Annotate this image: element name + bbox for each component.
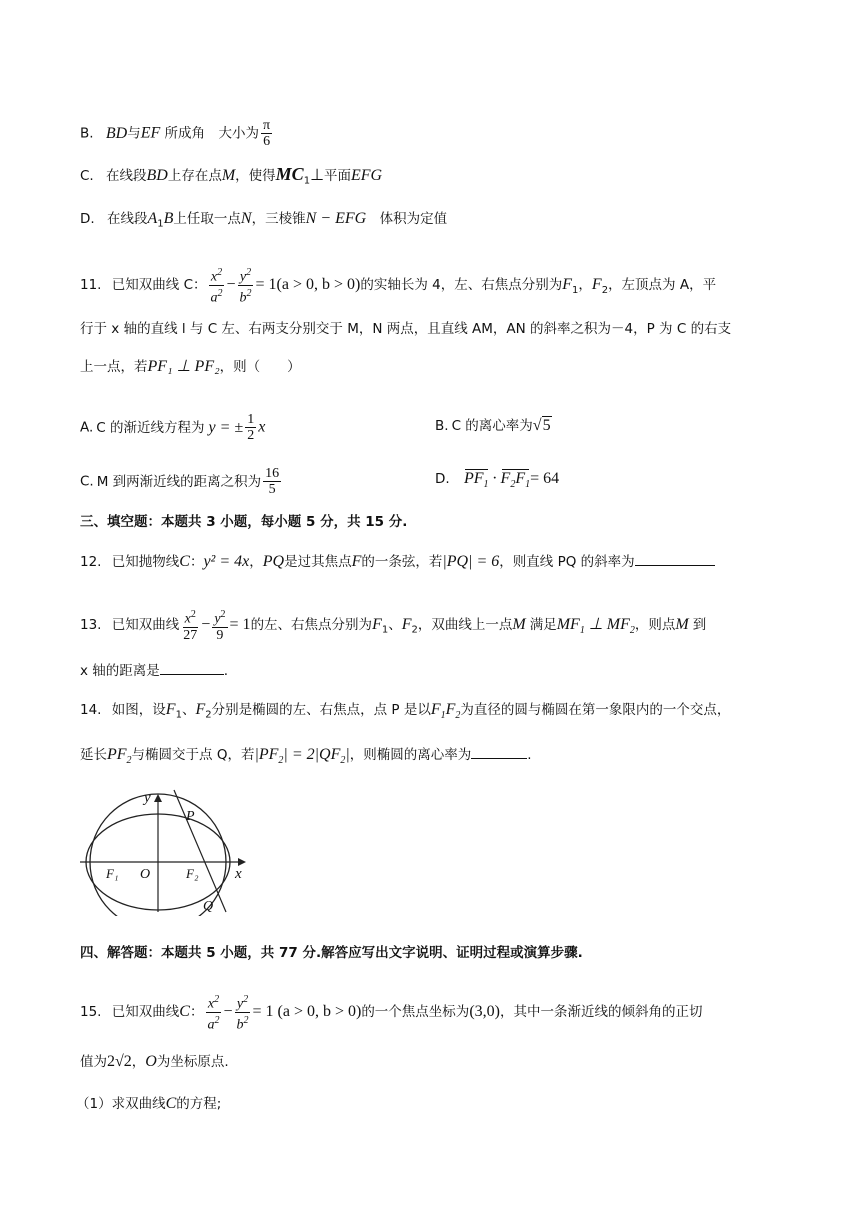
q11-option-d: D. $PF_1 \cdot F_2F_1= 64$ [435,470,560,491]
q12: 12. 已知抛物线C：y² = 4x，PQ是过其焦点F的一条弦，若|PQ| = 6，则直线 PQ 的斜率为 [80,551,715,572]
label-x: x [235,866,242,882]
q11-option-b: B. C 的离心率为√5 [435,417,551,434]
answer-blank[interactable] [635,551,715,566]
answer-blank[interactable] [471,744,527,759]
fraction: $\frac{\pi}{6}$ [263,118,271,149]
label-p: P [186,809,195,824]
label-f2: F₂ [186,866,199,881]
q11-stem-line2: 行于 x 轴的直线 l 与 C 左、右两支分别交于 M，N 两点，且直线 AM，AN 的斜率之积为－4，P 为 C 的右支 [80,321,732,337]
section-4-heading: 四、解答题：本题共 5 小题，共 77 分.解答应写出文字说明、证明过程或演算步骤. [80,945,583,961]
q11-option-a: A. C 的渐近线方程为 y = ± $\frac{1}{2}$ x [80,412,266,443]
q14-line2: 延长$PF_2$与椭圆交于点 Q，若$|PF_2| = 2|QF_2|$，则椭圆的离心率为 . [80,746,532,767]
q10-option-d: D. 在线段$A_1B$上任取一点N，三棱锥N − EFG 体积为定值 [80,210,448,230]
q13-line1: 13. 已知双曲线 $\frac{x^2}{27}$ − $\frac{y^2}{9}$ = 1的左、右焦点分别为$F_1$、$F_2$，双曲线上一点M 满足$MF_1$ ⊥ $MF_2$，则点M 到 [80,609,707,643]
q10-option-c: C. 在线段BD上存在点M，使得$MC_1\perp$平面EFG [80,164,383,187]
q11-stem-line3: 上一点，若PF₁ ⊥ PF₂，则（ ） [80,358,301,375]
ellipse-circle-figure [76,788,252,916]
label-o: O [140,867,151,882]
q15-line2: 值为2√2，O为坐标原点. [80,1053,229,1070]
q11-option-c: C. M 到两渐近线的距离之积为 $\frac{16}{5}$ [80,466,280,497]
q10-option-b: B. BD与EF 所成角 大小为 $\frac{\pi}{6}$ [80,118,271,149]
q14-line1: 14. 如图，设$F_1$、$F_2$分别是椭圆的左、右焦点，点 P 是以$F_1F_2$为直径的圆与椭圆在第一象限内的一个交点， [80,701,731,722]
label-y: y [144,790,151,806]
label-f1: F₁ [106,866,119,881]
q15-sub1: （1）求双曲线C的方程; [76,1095,222,1112]
q13-line2: x 轴的距离是 . [80,660,228,681]
q11-stem-line1: 11. 已知双曲线 C： $\frac{x^2}{a^2}$ − $\frac{y^2}{b^2}$ = 1(a > 0, b > 0)的实轴长为 4，左、右焦点分别为$F_1$，$F_2$，左顶点为 A，平 [80,267,717,306]
answer-blank[interactable] [160,660,224,675]
label-q: Q [203,899,214,914]
section-3-heading: 三、填空题：本题共 3 小题，每小题 5 分，共 15 分. [80,514,408,530]
q15-line1: 15. 已知双曲线C： $\frac{x^2}{a^2}$ − $\frac{y^2}{b^2}$ = 1 (a > 0, b > 0)的一个焦点坐标为(3,0)，其中一条渐近线的倾斜角的正切 [80,994,703,1033]
